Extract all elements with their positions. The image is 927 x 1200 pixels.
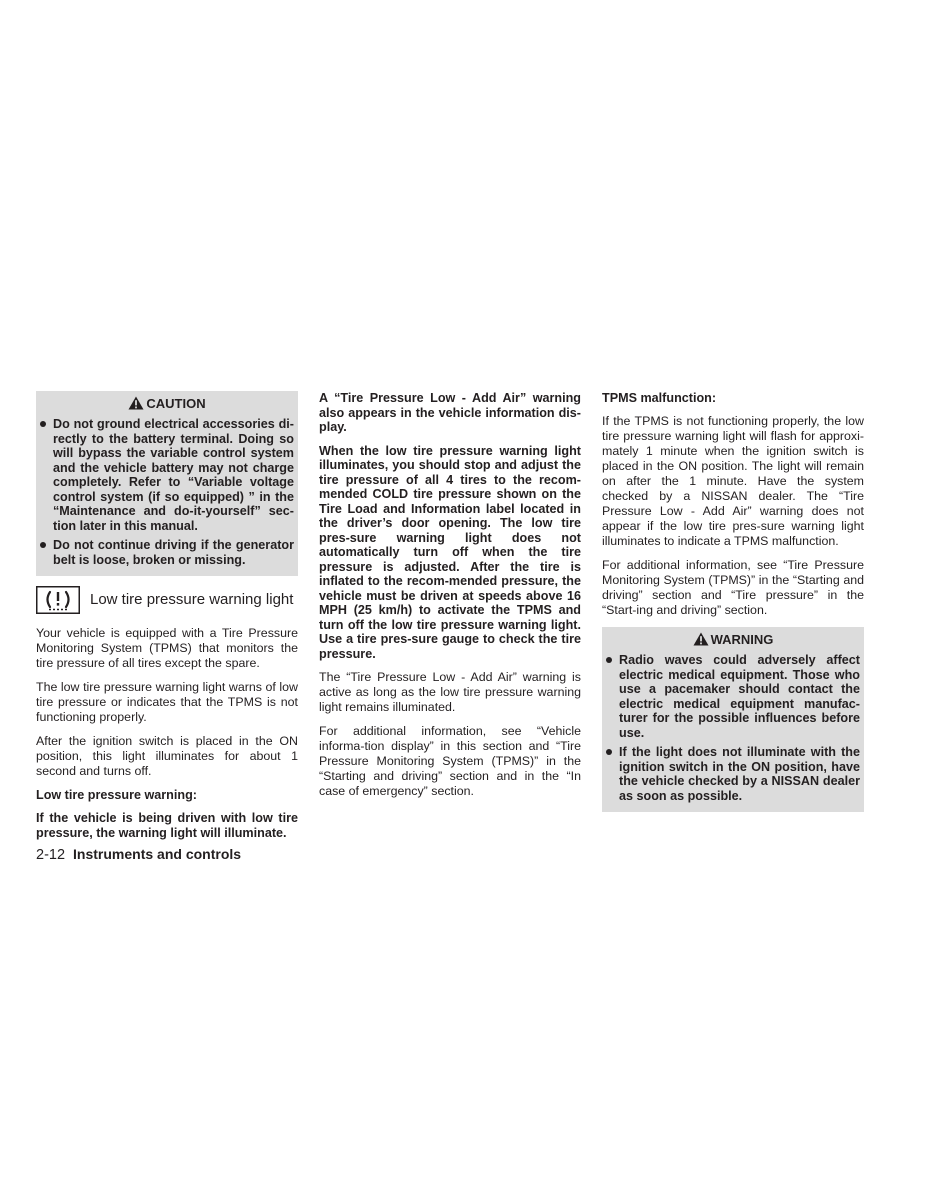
- section-heading: [36, 586, 298, 614]
- body-paragraph: Your vehicle is equipped with a Tire Pressure Monitoring System (TPMS) that monitors the tire pressure of all tires except the spare.: [36, 626, 298, 670]
- warning-triangle-icon: [693, 632, 709, 646]
- body-paragraph: The “Tire Pressure Low - Add Air” warning is active as long as the low tire pressure warning light remains illuminated.: [319, 670, 581, 714]
- warning-label: WARNING: [710, 632, 774, 647]
- warning-item: If the light does not illuminate with the ignition switch in the ON position, have the vehicle checked by a NISSAN dealer as soon as possible.: [602, 745, 860, 803]
- column-right: [602, 391, 864, 812]
- warning-box: [602, 627, 864, 812]
- body-paragraph: After the ignition switch is placed in the ON position, this light illuminates for about 1 second and turns off.: [36, 734, 298, 778]
- caution-list: [36, 417, 298, 567]
- caution-item: Do not ground electrical accessories di-rectly to the battery terminal. Doing so will bypass the variable control system and the vehicle battery may not charge completely. Refer to “Variable voltage control system (if so equipped) ” in the “Maintenance and do-it-yourself” sec-tion later in this manual.: [36, 417, 294, 533]
- column-middle: [319, 391, 581, 808]
- warning-triangle-icon: [128, 396, 144, 410]
- warning-item: Radio waves could adversely affect electric medical equipment. Those who use a pacemaker should contact the electric medical equipment manufac-turer for the possible influences before use.: [602, 653, 860, 740]
- page-footer: [36, 846, 241, 863]
- subheading: Low tire pressure warning:: [36, 788, 197, 802]
- footer-section-title: Instruments and controls: [73, 846, 242, 862]
- body-paragraph: For additional information, see “Tire Pressure Monitoring System (TPMS)” in the “Starting and driving” section and “Tire pressure” in the “Start-ing and driving” section.: [602, 558, 864, 617]
- tire-pressure-warning-icon: [36, 586, 80, 614]
- bold-paragraph: A “Tire Pressure Low - Add Air” warning also appears in the vehicle information dis-play.: [319, 391, 581, 434]
- page-number: 2-12: [36, 847, 66, 863]
- warning-list: [602, 653, 864, 803]
- warning-header: [602, 632, 864, 647]
- subheading: TPMS malfunction:: [602, 391, 717, 405]
- caution-header: [36, 396, 298, 411]
- body-paragraph: For additional information, see “Vehicle informa-tion display” in this section and “Tire Pressure Monitoring System (TPMS)” in the “Starting and driving” section and in the “In case of emergency” section.: [319, 724, 581, 798]
- body-paragraph: The low tire pressure warning light warns of low tire pressure or indicates that the TPMS is not functioning properly.: [36, 680, 298, 724]
- section-title: Low tire pressure warning light: [90, 591, 294, 608]
- caution-box: [36, 391, 298, 576]
- bold-paragraph: If the vehicle is being driven with low tire pressure, the warning light will illuminate.: [36, 811, 298, 840]
- caution-label: CAUTION: [146, 396, 206, 411]
- bold-paragraph: When the low tire pressure warning light illuminates, you should stop and adjust the tire pressure of all 4 tires to the recom-mended COLD tire pressure shown on the Tire Load and Information label located in the driver’s door opening. The low tire pres-sure warning light does not automatically turn off when the tire pressure is adjusted. After the tire is inflated to the recom-mended pressure, the vehicle must be driven at speeds above 16 MPH (25 km/h) to activate the TPMS and turn off the low tire pressure warning light. Use a tire pres-sure gauge to check the tire pressure.: [319, 443, 581, 661]
- column-left: [36, 391, 298, 849]
- body-paragraph: If the TPMS is not functioning properly, the low tire pressure warning light will flash for approxi-mately 1 minute when the ignition switch is placed in the ON position. The light will remain on after the 1 minute. Have the system checked by a NISSAN dealer. The “Tire Pressure Low - Add Air” warning does not appear if the low tire pres-sure warning light illuminates to indicate a TPMS malfunction.: [602, 414, 864, 548]
- caution-item: Do not continue driving if the generator belt is loose, broken or missing.: [36, 538, 294, 567]
